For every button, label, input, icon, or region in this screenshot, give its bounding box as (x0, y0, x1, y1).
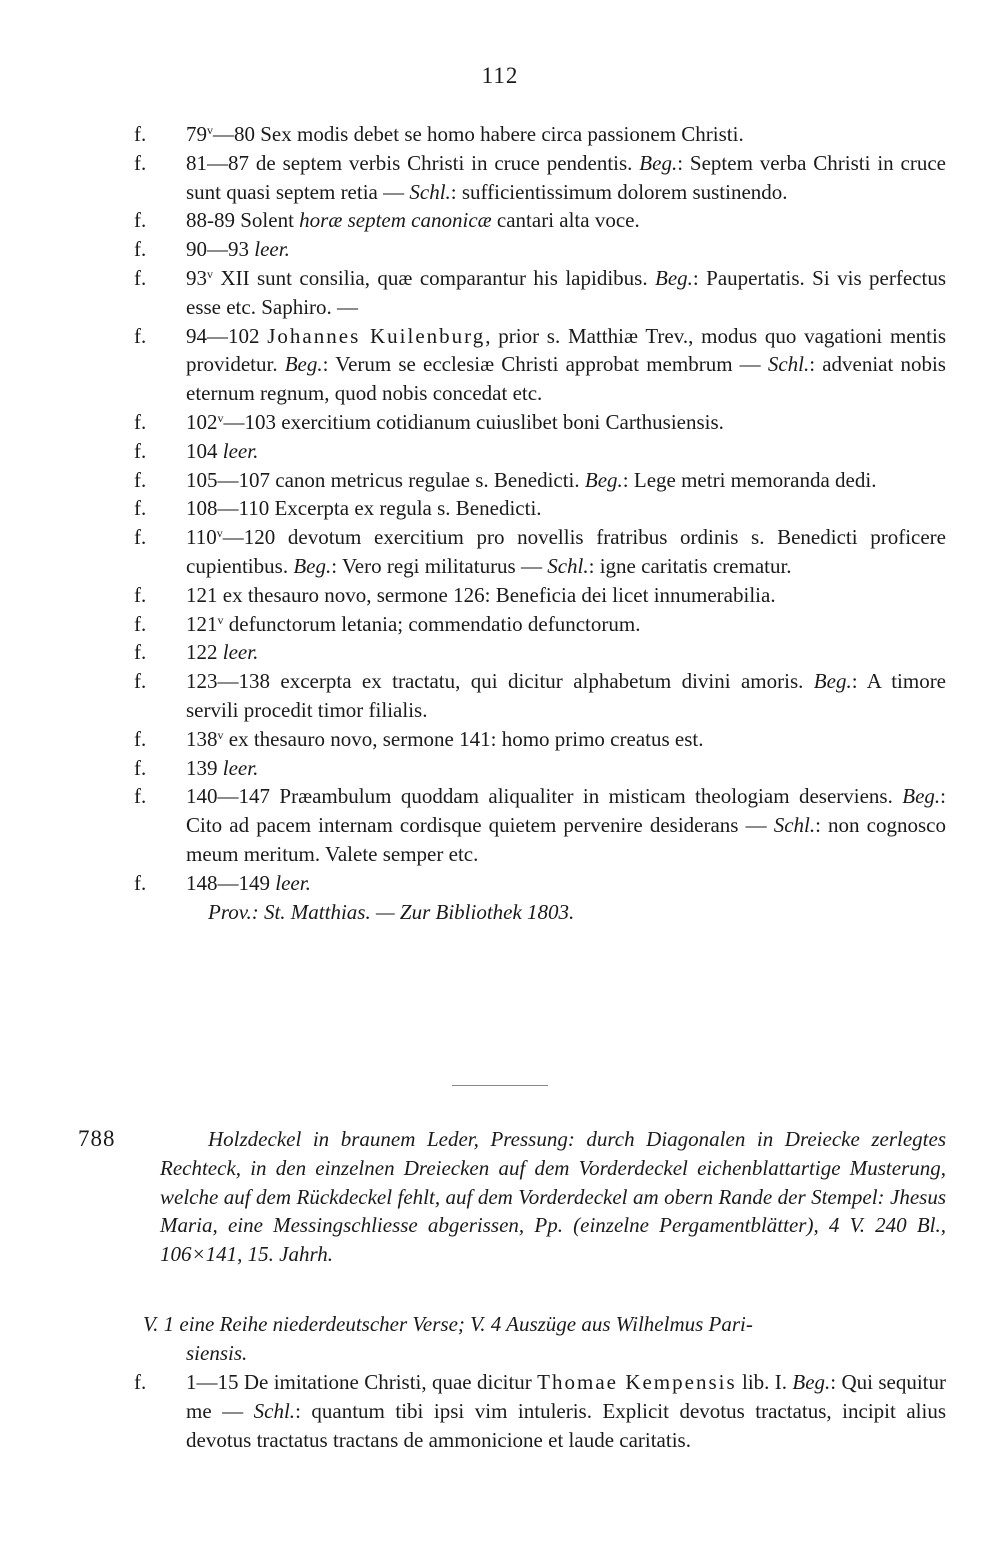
folio-ref: f. (134, 409, 147, 434)
folio-entry (134, 494, 946, 523)
folio-entry (134, 754, 946, 783)
folio-entry (134, 667, 946, 725)
folio-ref: f. (134, 726, 147, 751)
folio-entry (134, 1368, 946, 1454)
folio-entry-text: 121 ex thesauro novo, sermone 126: Beneficia dei licet innumerabilia. (186, 582, 776, 607)
folio-entry-text: 110$^v$—120 devotum exercitium pro novellis fratribus ordinis s. Benedicti proficere cupientibus. Beg.: Vero regi militaturus — Schl.: igne caritatis crematur. (186, 525, 946, 578)
page-number: 112 (481, 63, 519, 88)
manuscript-number: 788 (78, 1126, 116, 1151)
folio-entry (134, 581, 946, 610)
provenance-note: Prov.: St. Matthias. — Zur Bibliothek 1803. (208, 899, 575, 924)
folio-entry (134, 869, 946, 898)
folio-ref: f. (134, 323, 147, 348)
folio-entry (134, 638, 946, 667)
folio-entry-text: 108—110 Excerpta ex regula s. Benedicti. (186, 496, 542, 521)
folio-entry (134, 466, 946, 495)
folio-ref: f. (134, 150, 147, 175)
folio-entry-text: 139 leer. (186, 755, 259, 780)
folio-entry-text: 102$^v$—103 exercitium cotidianum cuiuslibet boni Carthusiensis. (186, 409, 724, 434)
folio-entry (134, 610, 946, 639)
folio-ref: f. (134, 237, 147, 262)
folio-entry-text: 105—107 canon metricus regulae s. Benedicti. Beg.: Lege metri memoranda dedi. (186, 467, 877, 492)
folio-ref: f. (134, 122, 147, 146)
folio-entry-text: 148—149 leer. (186, 870, 311, 895)
folio-entry-text: 79$^v$—80 Sex modis debet se homo habere circa passionem Christi. (186, 122, 744, 146)
folio-ref: f. (134, 582, 147, 607)
folio-entry (134, 120, 946, 149)
folio-entry-text: 93$^v$ XII sunt consilia, quæ comparantur his lapidibus. Beg.: Paupertatis. Si vis perfectus esse etc. Saphiro. — (186, 265, 946, 319)
folio-ref: f. (134, 467, 147, 492)
folio-entry-text: 104 leer. (186, 438, 259, 463)
folio-entry (134, 206, 946, 235)
folio-entry-text: 122 leer. (186, 640, 259, 665)
folio-ref: f. (134, 784, 147, 809)
folio-entry (134, 437, 946, 466)
folio-entry-text: 121$^v$ defunctorum letania; commendatio defunctorum. (186, 611, 641, 636)
folio-entry (134, 264, 946, 322)
folio-entries-list-788 (134, 1368, 946, 1454)
folio-ref: f. (134, 208, 147, 233)
folio-ref: f. (134, 755, 147, 780)
folio-entry (134, 725, 946, 754)
folio-entry (134, 523, 946, 581)
folio-entry (134, 149, 946, 207)
folio-ref: f. (134, 265, 147, 290)
folio-entry-text: 1—15 De imitatione Christi, quae dicitur Thomae Kempensis lib. I. Beg.: Qui sequitur me — Schl.: quantum tibi ipsi vim intuleris. Explicit devotus tractatus, incipit alius devotus tractatus tractans de ammonicione et laude caritatis. (186, 1370, 946, 1452)
notes-line: V. 1 eine Reihe niederdeutscher Verse; V. 4 Auszüge aus Wilhelmus Pari- (143, 1312, 753, 1336)
folio-ref: f. (134, 496, 147, 521)
folio-entry (134, 408, 946, 437)
folio-entry-text: 140—147 Præambulum quoddam aliqualiter in misticam theologiam deserviens. Beg.: Cito ad pacem internam cordisque quietem pervenire desiderans — Schl.: non cognosco meum meritum. Valete semper etc. (186, 784, 946, 866)
binding-description: Holzdeckel in braunem Leder, Pressung: durch Diagonalen in Dreiecke zerlegtes Rechteck, in den einzelnen Dreiecken auf dem Vorderdeckel eichenblattartige Musterung, welche auf dem Rückdeckel fehlt, auf dem Vorderdeckel am obern Rande der Stempel: Jhesus Maria, eine Messingschliesse abgerissen, Pp. (einzelne Pergamentblätter), 4 V. 240 Bl., 106×141, 15. Jahrh. (160, 1127, 946, 1267)
folio-entries-list (134, 120, 946, 926)
folio-entry-text: 81—87 de septem verbis Christi in cruce pendentis. Beg.: Septem verba Christi in cruce sunt quasi septem retia — Schl.: sufficientissimum dolorem sustinendo. (186, 150, 946, 204)
folio-entry (134, 782, 946, 868)
folio-ref: f. (134, 870, 147, 895)
section-divider (452, 1085, 548, 1086)
folio-entry-text: 88-89 Solent horæ septem canonicæ cantari alta voce. (186, 208, 640, 233)
folio-ref: f. (134, 525, 147, 550)
contents-notes (143, 1310, 946, 1368)
folio-entry-text: 123—138 excerpta ex tractatu, qui dicitur alphabetum divini amoris. Beg.: A timore servili procedit timor filialis. (186, 669, 947, 722)
folio-ref: f. (134, 438, 147, 463)
folio-ref: f. (134, 1370, 147, 1394)
folio-entry-text: 90—93 leer. (186, 237, 290, 262)
folio-entry (134, 322, 946, 408)
folio-entry-text: 94—102 Johannes Kuilenburg, prior s. Matthiæ Trev., modus quo vagationi mentis providetur. Beg.: Verum se ecclesiæ Christi approbat membrum — Schl.: adveniat nobis eternum regnum, quod nobis concedat etc. (186, 323, 946, 406)
folio-ref: f. (134, 669, 147, 694)
folio-entry (134, 235, 946, 264)
folio-ref: f. (134, 640, 147, 665)
folio-ref: f. (134, 611, 147, 636)
folio-entry-text: 138$^v$ ex thesauro novo, sermone 141: homo primo creatus est. (186, 726, 704, 751)
notes-line: siensis. (186, 1340, 248, 1365)
